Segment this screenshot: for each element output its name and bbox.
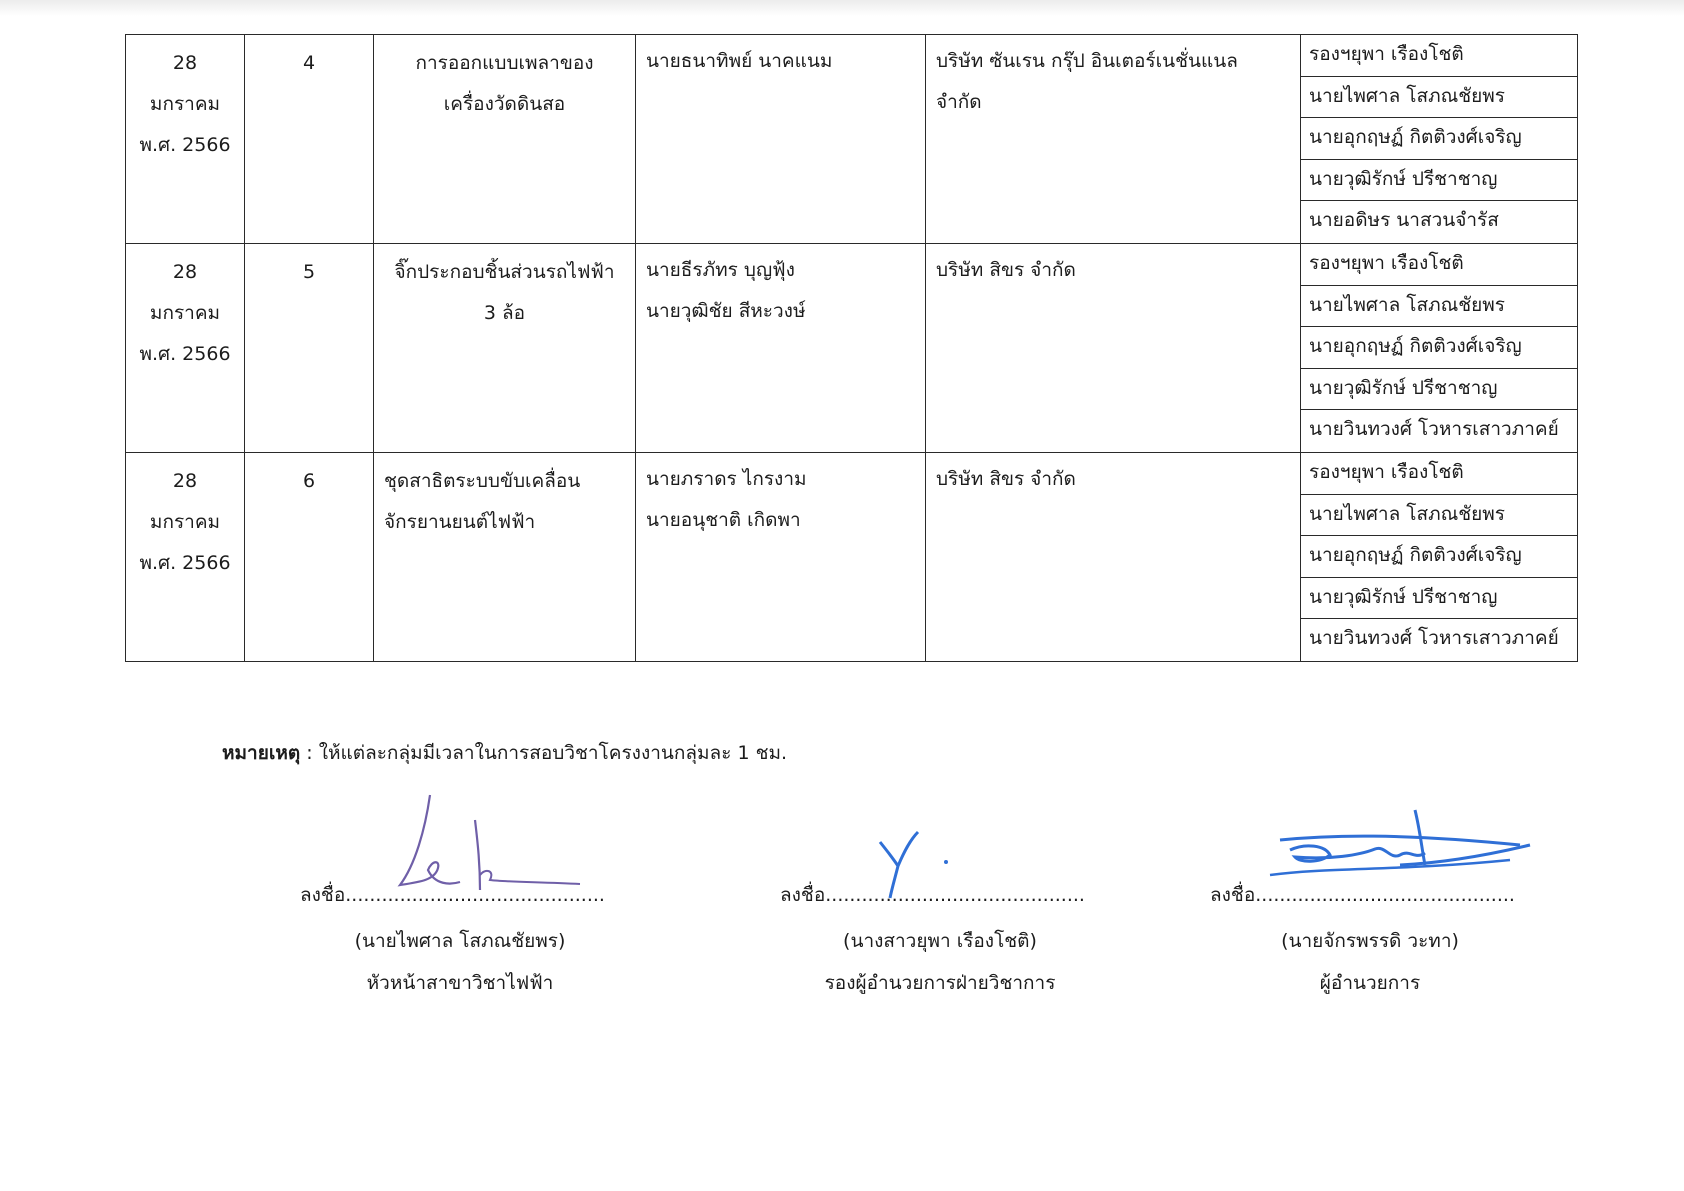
committee-member: นายอุกฤษฏ์ กิตติวงศ์เจริญ xyxy=(1301,118,1577,160)
students-cell-line: นายภราดร ไกรงาม xyxy=(646,467,807,490)
students-cell xyxy=(636,243,926,452)
exam-date-cell xyxy=(126,452,245,661)
project-title-cell-line: จักรยานยนต์ไฟฟ้า xyxy=(384,510,536,533)
project-title-cell xyxy=(374,35,636,244)
committee-cell xyxy=(1301,35,1578,244)
company-cell-line: บริษัท สิขร จำกัด xyxy=(936,467,1076,490)
signer-position: หัวหน้าสาขาวิชาไฟฟ้า xyxy=(366,972,554,994)
committee-member: รองฯยุพา เรืองโชติ xyxy=(1301,35,1577,77)
exam-date-cell-line: พ.ศ. 2566 xyxy=(139,551,231,574)
signer-name: (นายไพศาล โสภณชัยพร) xyxy=(354,930,566,952)
exam-date-cell-line: 28 xyxy=(172,260,198,283)
table-row xyxy=(126,243,1578,452)
exam-date-cell-line: มกราคม xyxy=(149,301,221,324)
company-cell-line: บริษัท ซันเรน กรุ๊ป อินเตอร์เนชั่นแนล xyxy=(936,50,1238,72)
signer-name: (นางสาวยุพา เรืองโชติ) xyxy=(843,930,1037,952)
project-title-cell-line: 3 ล้อ xyxy=(483,301,526,324)
company-cell xyxy=(926,243,1301,452)
exam-date-cell-line: พ.ศ. 2566 xyxy=(139,134,231,156)
committee-member: นายวินทวงศ์ โวหารเสาวภาคย์ xyxy=(1309,418,1559,441)
signature-dots: ........................................... xyxy=(345,884,605,906)
exam-date-cell-line: มกราคม xyxy=(149,510,221,533)
company-cell-line: บริษัท สิขร จำกัด xyxy=(936,258,1076,281)
committee-cell xyxy=(1301,243,1578,452)
committee-member: นายอุกฤษฏ์ กิตติวงศ์เจริญ xyxy=(1301,536,1577,578)
committee-member: นายวุฒิรักษ์ ปรีชาชาญ xyxy=(1301,369,1577,411)
signature-dots: ........................................... xyxy=(1255,884,1515,906)
committee-member: นายอดิษร นาสวนจำรัส xyxy=(1309,209,1499,232)
remark xyxy=(222,738,787,768)
group-number-cell: 4 xyxy=(245,35,374,244)
signer-position: ผู้อำนวยการ xyxy=(1319,972,1421,994)
committee-member: นายไพศาล โสภณชัยพร xyxy=(1301,495,1577,537)
students-cell xyxy=(636,35,926,244)
committee-list xyxy=(1301,453,1577,661)
sign-label: ลงชื่อ xyxy=(780,884,826,906)
exam-date-cell-line: 28 xyxy=(172,52,198,74)
group-number-cell: 5 xyxy=(245,243,374,452)
project-title-cell-line: จิ๊กประกอบชิ้นส่วนรถไฟฟ้า xyxy=(394,260,615,283)
committee-member: นายไพศาล โสภณชัยพร xyxy=(1301,286,1577,328)
table-row xyxy=(126,452,1578,661)
table-row xyxy=(126,35,1578,244)
committee-member: นายวุฒิรักษ์ ปรีชาชาญ xyxy=(1301,578,1577,620)
students-cell-line: นายธีรภัทร บุญฟุ้ง xyxy=(646,258,795,281)
committee-member: นายไพศาล โสภณชัยพร xyxy=(1301,77,1577,119)
signer-name: (นายจักรพรรดิ วะทา) xyxy=(1281,930,1459,952)
exam-date-cell-line: พ.ศ. 2566 xyxy=(139,342,231,365)
handwritten-signature-1 xyxy=(380,790,590,900)
exam-date-cell xyxy=(126,35,245,244)
committee-member: รองฯยุพา เรืองโชติ xyxy=(1301,453,1577,495)
committee-cell xyxy=(1301,452,1578,661)
handwritten-signature-3 xyxy=(1250,805,1540,905)
committee-member: นายอุกฤษฏ์ กิตติวงศ์เจริญ xyxy=(1301,327,1577,369)
students-cell-line: นายธนาทิพย์ นาคแนม xyxy=(646,50,833,72)
signature-dots: ........................................... xyxy=(825,884,1085,906)
sign-label: ลงชื่อ xyxy=(300,884,346,906)
students-cell-line: นายอนุชาติ เกิดพา xyxy=(646,508,801,531)
exam-date-cell xyxy=(126,243,245,452)
students-cell xyxy=(636,452,926,661)
committee-member: รองฯยุพา เรืองโชติ xyxy=(1301,244,1577,286)
company-cell xyxy=(926,452,1301,661)
sign-label: ลงชื่อ xyxy=(1210,884,1256,906)
project-title-cell-line: เครื่องวัดดินสอ xyxy=(443,93,566,115)
scan-edge xyxy=(0,0,1684,16)
exam-date-cell-line: มกราคม xyxy=(149,93,221,115)
group-number-cell: 6 xyxy=(245,452,374,661)
committee-list xyxy=(1301,244,1577,452)
handwritten-signature-2 xyxy=(870,830,960,900)
students-cell-line: นายวุฒิชัย สีหะวงษ์ xyxy=(646,299,806,322)
project-title-cell xyxy=(374,243,636,452)
remark-text: : ให้แต่ละกลุ่มมีเวลาในการสอบวิชาโครงงานกลุ่มละ 1 ชม. xyxy=(300,742,788,764)
signer-position: รองผู้อำนวยการฝ่ายวิชาการ xyxy=(824,972,1056,994)
committee-member: นายวินทวงศ์ โวหารเสาวภาคย์ xyxy=(1309,627,1559,650)
project-title-cell-line: ชุดสาธิตระบบขับเคลื่อน xyxy=(384,469,581,492)
exam-schedule-table xyxy=(125,34,1578,662)
committee-list xyxy=(1301,35,1577,243)
project-title-cell xyxy=(374,452,636,661)
committee-member: นายวุฒิรักษ์ ปรีชาชาญ xyxy=(1301,160,1577,202)
exam-date-cell-line: 28 xyxy=(172,469,198,492)
project-title-cell-line: การออกแบบเพลาของ xyxy=(415,52,594,74)
company-cell xyxy=(926,35,1301,244)
company-cell-line: จำกัด xyxy=(936,91,982,113)
remark-label: หมายเหตุ xyxy=(222,742,301,764)
